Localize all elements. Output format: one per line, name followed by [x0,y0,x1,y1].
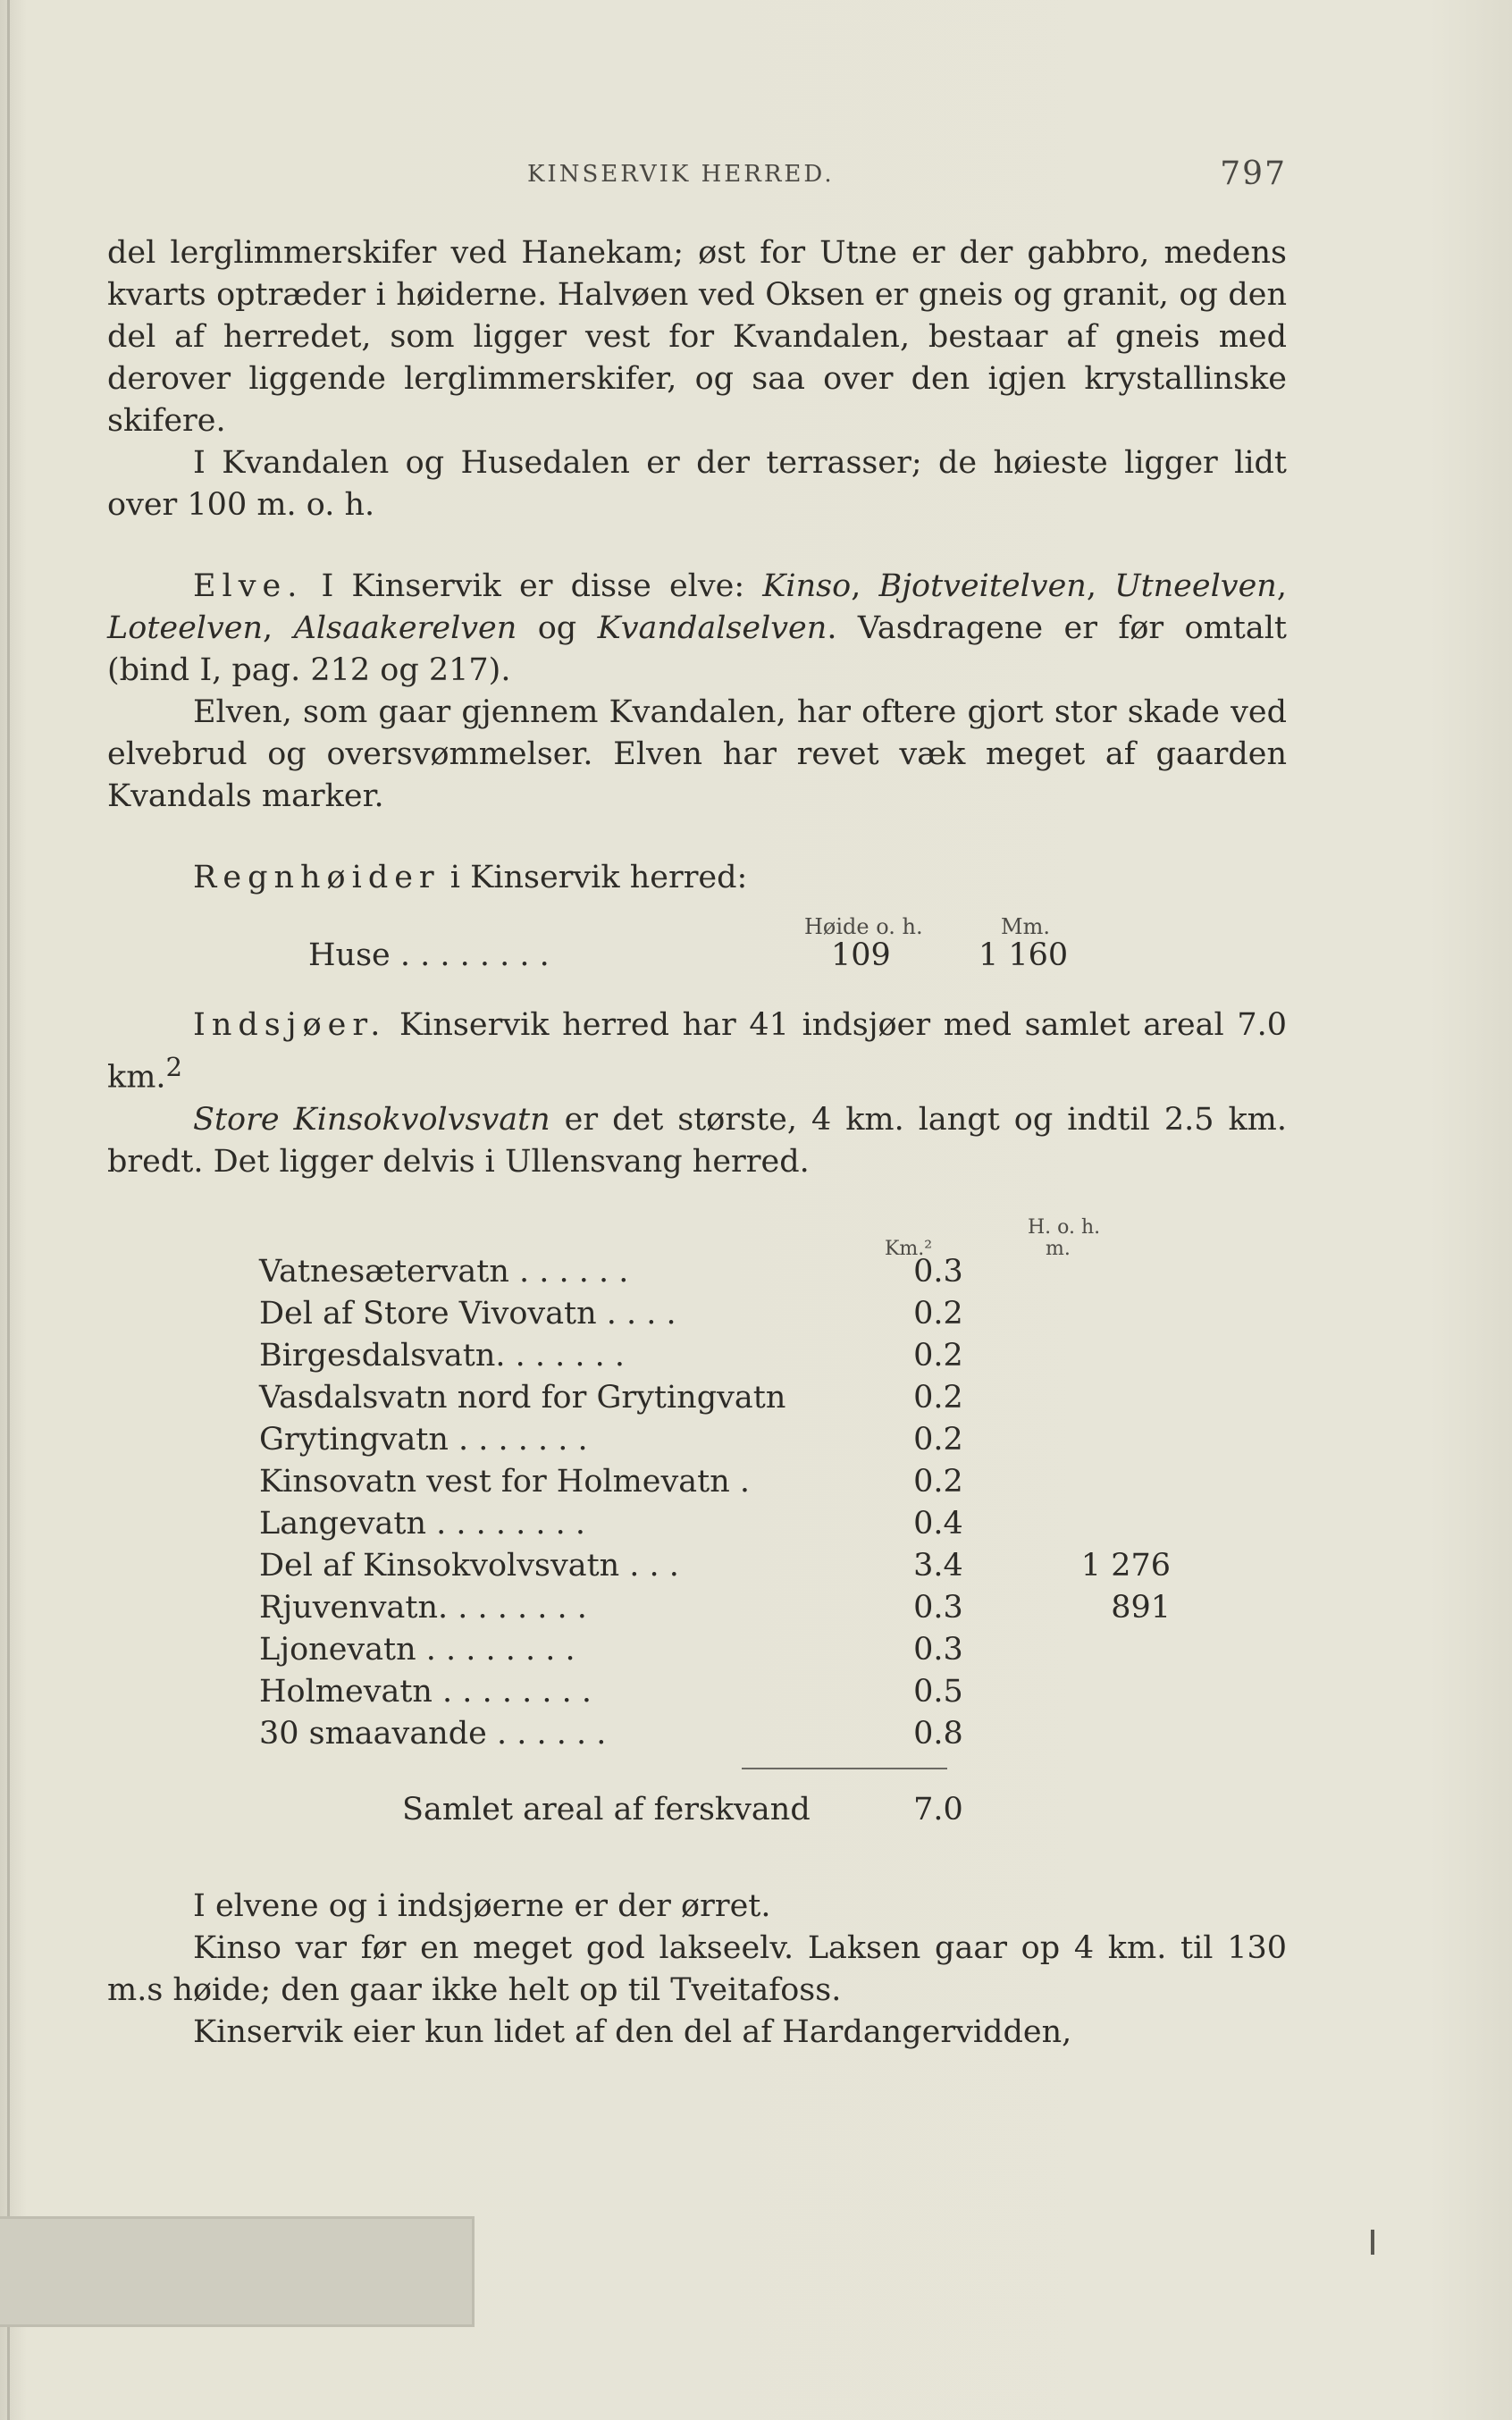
scan-edge-strip [0,2216,475,2327]
sum-row [402,1789,1028,1831]
table-row: Ljonevatn . . . . . . . . 0.3 [259,1631,963,1668]
paragraph-salmon: Kinso var før en meget god lakseelv. Laksen gaar op 4 km. til 130 m.s høide; den gaar ikke helt op til Tveitafoss. [107,1929,1287,2008]
sum-label: Samlet areal af ferskvand [402,1791,811,1828]
paragraph-terraces: I Kvandalen og Husedalen er der terrasser; de høieste ligger lidt over 100 m. o. h. [107,445,1287,523]
lake-col-height-1: H. o. h. [1028,1215,1101,1239]
rainfall-table [107,906,1287,1004]
running-head: KINSERVIK HERRED. [527,161,835,188]
sum-rule [742,1768,947,1769]
paragraph-geology: del lerglimmerskifer ved Hanekam; øst for Utne er der gabbro, medens kvarts optræder i høiderne. Halvøen ved Oksen er gneis og granit, og den del af herredet, som ligger vest for Kvandalen, bestaar af gneis med derover liggende lerglimmerskifer, og saa over den igjen krystallinske skifere. [107,235,1287,439]
rain-station: Huse . . . . . . . . [308,937,550,973]
table-row: Holmevatn . . . . . . . . 0.5 [259,1673,963,1710]
rain-col-mm: Mm. [1001,914,1050,939]
page-spine-shadow [7,0,10,2420]
table-row: Del af Store Vivovatn . . . . 0.2 [259,1295,963,1332]
lake-col-area: Km.² [885,1237,933,1260]
table-row: Rjuvenvatn. . . . . . . . 0.3 891 [259,1589,1171,1626]
table-row: Kinsovatn vest for Holmevatn . 0.2 [259,1463,963,1500]
table-row: Grytingvatn . . . . . . . 0.2 [259,1421,963,1458]
paragraph-lakes: Indsjøer. Kinservik herred har 41 indsjøer med samlet areal 7.0 km.$^2$ [107,1007,1287,1096]
table-row: Vatnesætervatn . . . . . . 0.3 [259,1253,963,1290]
section-head-elve: Elve. [193,568,304,604]
river-name: Utneelven [1114,568,1277,604]
table-row: Langevatn . . . . . . . . 0.4 [259,1505,963,1542]
paragraph-fish: I elvene og i indsjøerne er der ørret. [193,1887,771,1924]
rain-station-height: 109 [831,937,891,973]
table-row: Birgesdalsvatn. . . . . . . 0.2 [259,1337,963,1374]
table-row: Vasdalsvatn nord for Grytingvatn 0.2 [259,1379,963,1416]
section-head-indsjoer: Indsjøer. [193,1007,387,1043]
section-head-regnhoider: Regnhøider [193,860,441,895]
river-name: Kinso [762,568,852,604]
river-name: Loteelven [107,610,264,646]
paragraph-rainfall-heading: Regnhøider i Kinservik herred: [193,860,748,895]
rain-col-height: Høide o. h. [804,914,923,939]
table-row: Del af Kinsokvolvsvatn . . . 3.4 1 276 [259,1547,1171,1584]
table-row: 30 smaavande . . . . . . 0.8 [259,1715,963,1752]
river-name: Bjotveitelven [878,568,1087,604]
river-name: Alsaakerelven [293,610,517,646]
page-number: 797 [1220,155,1287,192]
body-text [107,232,1287,2054]
lake-name: Store Kinsokvolvsvatn [193,1101,550,1138]
paragraph-hardangervidda: Kinservik eier kun lidet af den del af Hardangervidden, [193,2013,1072,2050]
sum-value: 7.0 [913,1791,963,1828]
scan-mark [1371,2230,1374,2255]
lake-col-height-2: m. [1046,1237,1071,1260]
paragraph-flooding: Elven, som gaar gjennem Kvandalen, har oftere gjort stor skade ved elvebrud og oversvømmelser. Elven har revet væk meget af gaarden Kvandals marker. [107,694,1287,814]
paragraph-rivers: Elve. I Kinservik er disse elve: Kinso, Bjotveitelven, Utneelven, Loteelven, Alsaakerelven og Kvandalselven. Vasdragene er før omtalt (bind I, pag. 212 og 217). [107,568,1287,688]
lakes-table [107,1206,1287,1886]
river-name: Kvandalselven [597,610,827,646]
paragraph-largest-lake: Store Kinsokvolvsvatn er det største, 4 km. langt og indtil 2.5 km. bredt. Det ligger delvis i Ullensvang herred. [107,1101,1287,1180]
page-header [107,155,1287,206]
rain-station-mm: 1 160 [979,937,1069,973]
